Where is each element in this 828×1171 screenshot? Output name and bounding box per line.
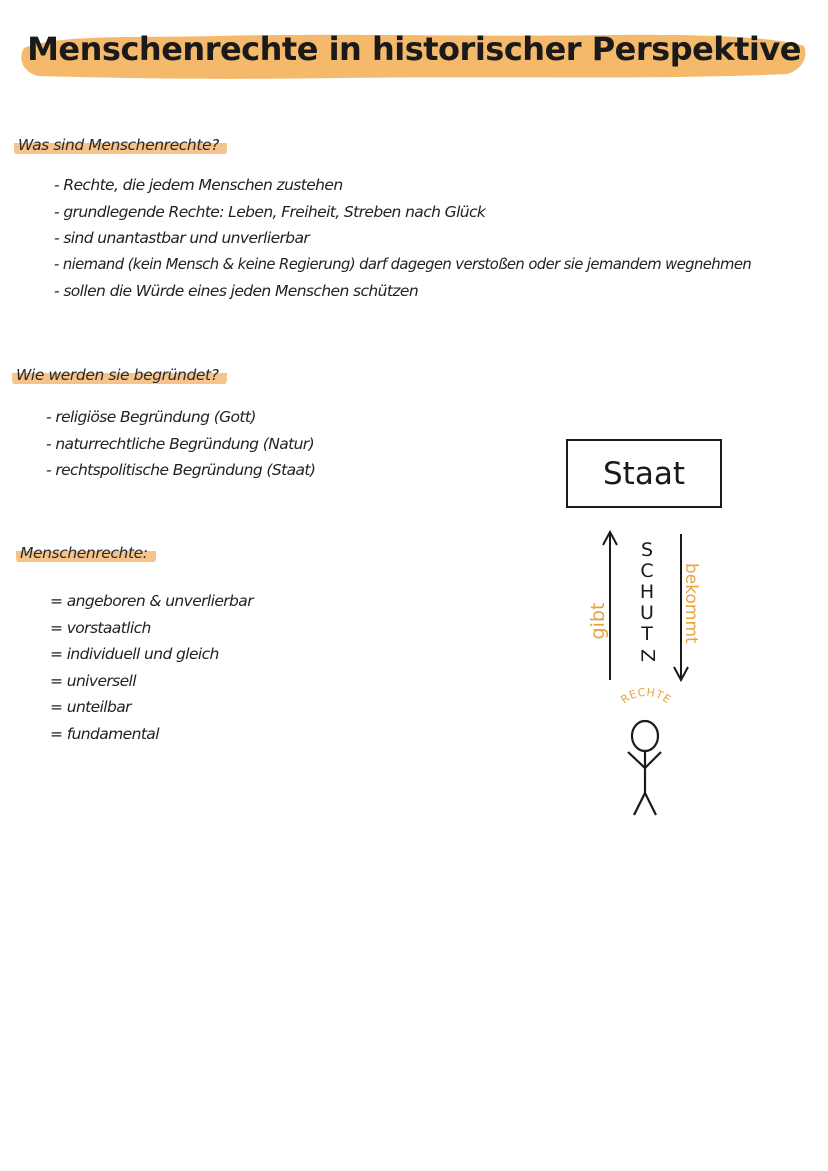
person-right-leg-icon xyxy=(645,793,656,815)
section-heading-properties: Menschenrechte: xyxy=(16,542,156,564)
list-item: - grundlegende Rechte: Leben, Freiheit, Streben nach Glück xyxy=(54,202,486,221)
list-item: = universell xyxy=(50,671,136,690)
rechte-label-path: RECHTE xyxy=(618,685,674,707)
bekommt-label: bekommt xyxy=(681,563,701,644)
schutz-letter: H xyxy=(639,581,655,603)
gibt-label: gibt xyxy=(587,602,609,640)
down-arrowhead-icon xyxy=(674,667,688,680)
rechte-label xyxy=(618,686,673,707)
schutz-letter: T xyxy=(641,623,653,645)
schutz-letter: U xyxy=(640,602,654,624)
section-list-properties xyxy=(50,588,253,747)
list-item: = vorstaatlich xyxy=(50,618,151,637)
section-heading-why: Wie werden sie begründet? xyxy=(12,364,227,386)
staat-label: Staat xyxy=(603,455,685,492)
person-left-arm-icon xyxy=(628,752,645,768)
section-list-what xyxy=(54,172,751,305)
staat-box xyxy=(566,439,722,508)
list-item: = individuell und gleich xyxy=(50,645,219,663)
list-item: - niemand (kein Mensch & keine Regierung) darf dagegen verstoßen oder sie jemandem wegnehmen xyxy=(54,255,752,273)
up-arrowhead-icon xyxy=(603,532,617,545)
title-banner xyxy=(18,24,810,82)
person-left-leg-icon xyxy=(634,793,645,815)
section-heading-what: Was sind Menschenrechte? xyxy=(14,134,227,156)
list-item: - rechtspolitische Begründung (Staat) xyxy=(46,461,316,479)
page-title: Menschenrechte in historischer Perspektive xyxy=(27,30,801,68)
person-head-icon xyxy=(632,721,658,751)
list-item: - sollen die Würde eines jeden Menschen schützen xyxy=(54,282,419,300)
list-item: - naturrechtliche Begründung (Natur) xyxy=(46,434,315,453)
schutz-letter: Z xyxy=(636,648,659,663)
list-item: - sind unantastbar und unverlierbar xyxy=(54,229,310,247)
list-item: - religiöse Begründung (Gott) xyxy=(46,408,256,426)
list-item: - Rechte, die jedem Menschen zustehen xyxy=(54,176,343,194)
list-item: = unteilbar xyxy=(50,698,131,716)
section-list-why xyxy=(46,404,315,484)
person-right-arm-icon xyxy=(645,752,661,768)
schutz-label xyxy=(636,540,658,666)
list-item: = fundamental xyxy=(50,724,159,743)
schutz-letter: S xyxy=(640,539,654,561)
schutz-letter: C xyxy=(640,560,654,582)
list-item: = angeboren & unverlierbar xyxy=(50,592,253,610)
